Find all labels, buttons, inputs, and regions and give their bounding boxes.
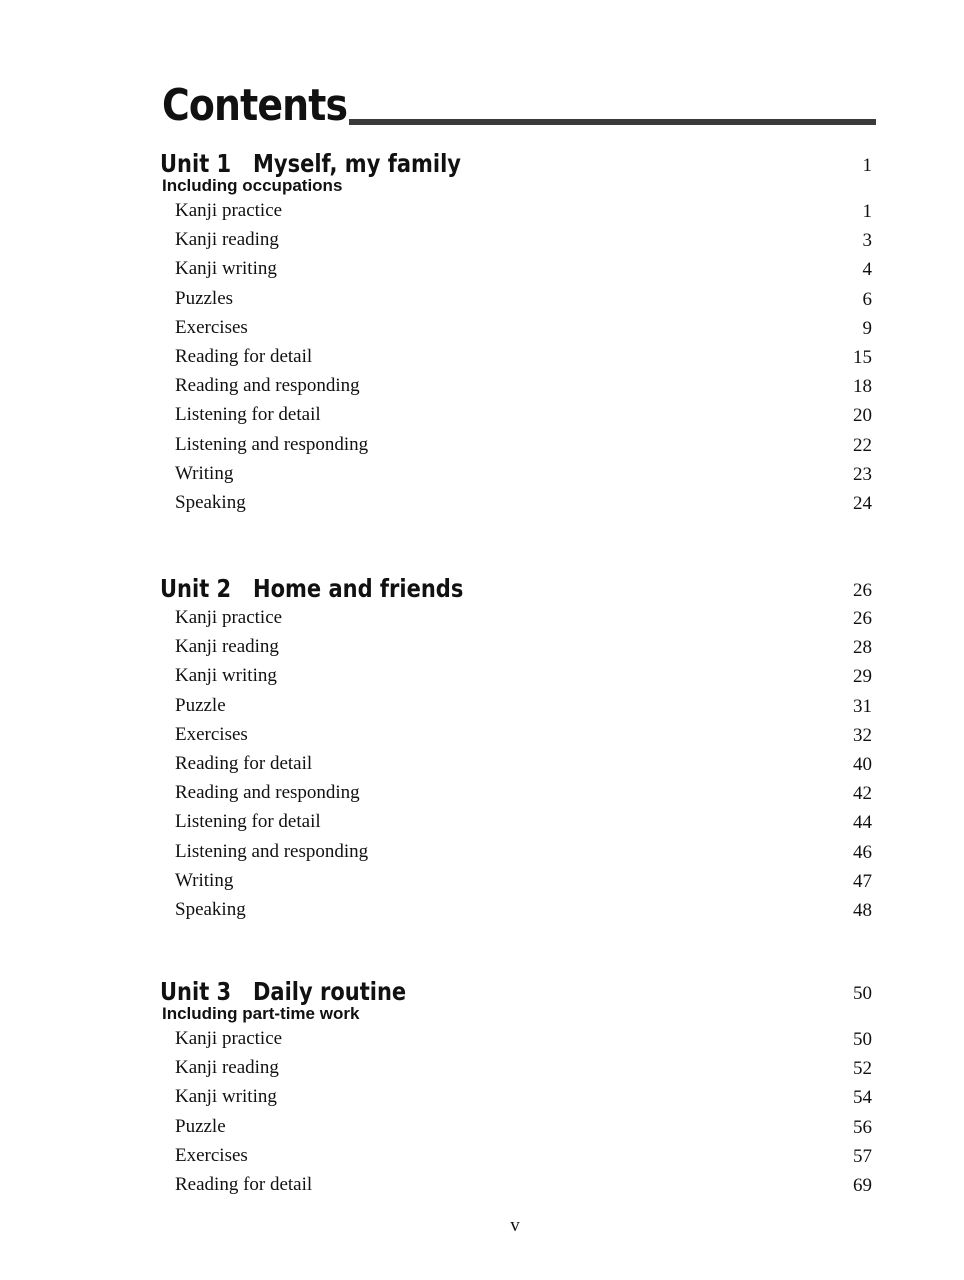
toc-entry-page: 46 <box>853 841 872 863</box>
toc-entry-page: 24 <box>853 492 872 514</box>
toc-entry-label: Exercises <box>175 1144 248 1166</box>
toc-entry-page: 18 <box>853 376 872 398</box>
toc-entry-page: 40 <box>853 753 872 775</box>
toc-entry[interactable] <box>160 691 876 720</box>
toc-entry-label: Kanji writing <box>175 258 277 280</box>
page-folio: v <box>510 1215 520 1236</box>
toc-entry-page: 47 <box>853 870 872 892</box>
toc-entry-label: Listening for detail <box>175 404 321 426</box>
toc-entry-page: 56 <box>853 1116 872 1138</box>
toc-entry-label: Puzzles <box>175 287 234 309</box>
page-title: Contents <box>162 80 348 131</box>
toc-entry-label: Reading for detail <box>175 345 313 367</box>
toc-entry-page: 52 <box>853 1058 872 1080</box>
toc-entry-label: Kanji reading <box>175 229 279 251</box>
unit-entry-list <box>160 196 876 517</box>
toc-entry-page: 1 <box>862 201 872 222</box>
toc-entry[interactable] <box>160 1112 876 1141</box>
toc-entry[interactable] <box>160 196 876 225</box>
toc-entry[interactable] <box>160 778 876 807</box>
toc-entry-label: Kanji writing <box>175 665 277 687</box>
toc-entry-label: Reading and responding <box>175 782 360 804</box>
toc-entry[interactable] <box>160 430 876 459</box>
toc-entry-label: Speaking <box>175 898 246 920</box>
toc-entry-label: Kanji reading <box>175 636 279 658</box>
toc-entry[interactable] <box>160 1053 876 1082</box>
toc-entry-label: Listening and responding <box>175 433 369 455</box>
toc-entry-label: Reading for detail <box>175 752 313 774</box>
toc-entry[interactable] <box>160 313 876 342</box>
unit-label: Unit 1 <box>160 149 232 178</box>
toc-entry[interactable] <box>160 1141 876 1170</box>
toc-entry-page: 69 <box>853 1174 872 1196</box>
toc-entry-label: Puzzle <box>175 1115 226 1137</box>
toc-entry[interactable] <box>160 400 876 429</box>
toc-entry-page: 6 <box>862 288 872 310</box>
toc-entry-label: Exercises <box>175 316 248 338</box>
toc-entry-page: 31 <box>853 695 872 717</box>
toc-entry-label: Kanji writing <box>175 1086 277 1108</box>
title-rule <box>349 119 876 125</box>
unit-subtitle: Including part-time work <box>162 1004 360 1023</box>
unit-label: Unit 3 <box>160 977 232 1006</box>
toc-entry-page: 42 <box>853 783 872 805</box>
toc-entry[interactable] <box>160 371 876 400</box>
toc-entry[interactable] <box>160 1082 876 1111</box>
toc-entry[interactable] <box>160 254 876 283</box>
toc-entry-label: Listening for detail <box>175 811 321 833</box>
toc-entry-page: 23 <box>853 463 872 485</box>
unit-page-number: 26 <box>853 580 872 601</box>
unit-page-number: 50 <box>853 983 872 1004</box>
toc-entry-label: Listening and responding <box>175 840 369 862</box>
toc-entry-page: 57 <box>853 1145 872 1167</box>
toc-entry-page: 15 <box>853 346 872 368</box>
unit-section-3 <box>160 978 876 1199</box>
unit-section-2 <box>160 575 876 924</box>
toc-entry-page: 20 <box>853 405 872 427</box>
toc-entry[interactable] <box>160 342 876 371</box>
unit-entry-list <box>160 603 876 924</box>
unit-heading[interactable] <box>160 575 876 603</box>
toc-entry[interactable] <box>160 459 876 488</box>
toc-entry-page: 54 <box>853 1087 872 1109</box>
toc-entry-page: 50 <box>853 1029 872 1050</box>
toc-entry-label: Kanji reading <box>175 1057 279 1079</box>
unit-subtitle: Including occupations <box>162 176 343 195</box>
toc-entry-page: 32 <box>853 724 872 746</box>
unit-label: Unit 2 <box>160 574 232 603</box>
unit-heading[interactable] <box>160 150 876 178</box>
contents-header <box>162 78 876 138</box>
unit-section-1 <box>160 150 876 517</box>
toc-entry-label: Puzzle <box>175 694 226 716</box>
toc-entry-label: Speaking <box>175 491 246 513</box>
unit-page-number: 1 <box>862 155 872 176</box>
toc-entry-page: 44 <box>853 812 872 834</box>
toc-entry[interactable] <box>160 661 876 690</box>
unit-title: Daily routine <box>253 977 407 1006</box>
toc-entry[interactable] <box>160 1024 876 1053</box>
unit-heading[interactable] <box>160 978 876 1006</box>
unit-title: Home and friends <box>253 574 464 603</box>
toc-entry[interactable] <box>160 895 876 924</box>
toc-entry-page: 4 <box>862 259 872 281</box>
toc-entry-label: Kanji practice <box>175 607 283 628</box>
toc-entry-page: 26 <box>853 608 872 629</box>
toc-entry[interactable] <box>160 1170 876 1199</box>
toc-entry-label: Reading for detail <box>175 1173 313 1195</box>
toc-entry[interactable] <box>160 837 876 866</box>
toc-entry[interactable] <box>160 603 876 632</box>
toc-entry-label: Reading and responding <box>175 375 360 397</box>
toc-entry[interactable] <box>160 225 876 254</box>
toc-entry-label: Writing <box>175 462 234 484</box>
toc-entry-page: 29 <box>853 666 872 688</box>
toc-entry-page: 3 <box>862 230 872 252</box>
toc-entry[interactable] <box>160 749 876 778</box>
toc-entry[interactable] <box>160 866 876 895</box>
toc-entry-label: Writing <box>175 869 234 891</box>
toc-entry-page: 28 <box>853 637 872 659</box>
toc-entry-page: 9 <box>862 317 872 339</box>
toc-entry-page: 48 <box>853 899 872 921</box>
toc-entry-page: 22 <box>853 434 872 456</box>
toc-entry[interactable] <box>160 488 876 517</box>
unit-entry-list <box>160 1024 876 1199</box>
toc-entry-label: Exercises <box>175 723 248 745</box>
toc-entry-label: Kanji practice <box>175 200 283 221</box>
toc-entry[interactable] <box>160 632 876 661</box>
toc-entry[interactable] <box>160 284 876 313</box>
toc-entry[interactable] <box>160 807 876 836</box>
toc-entry[interactable] <box>160 720 876 749</box>
unit-title: Myself, my family <box>253 149 461 178</box>
toc-entry-label: Kanji practice <box>175 1028 283 1049</box>
